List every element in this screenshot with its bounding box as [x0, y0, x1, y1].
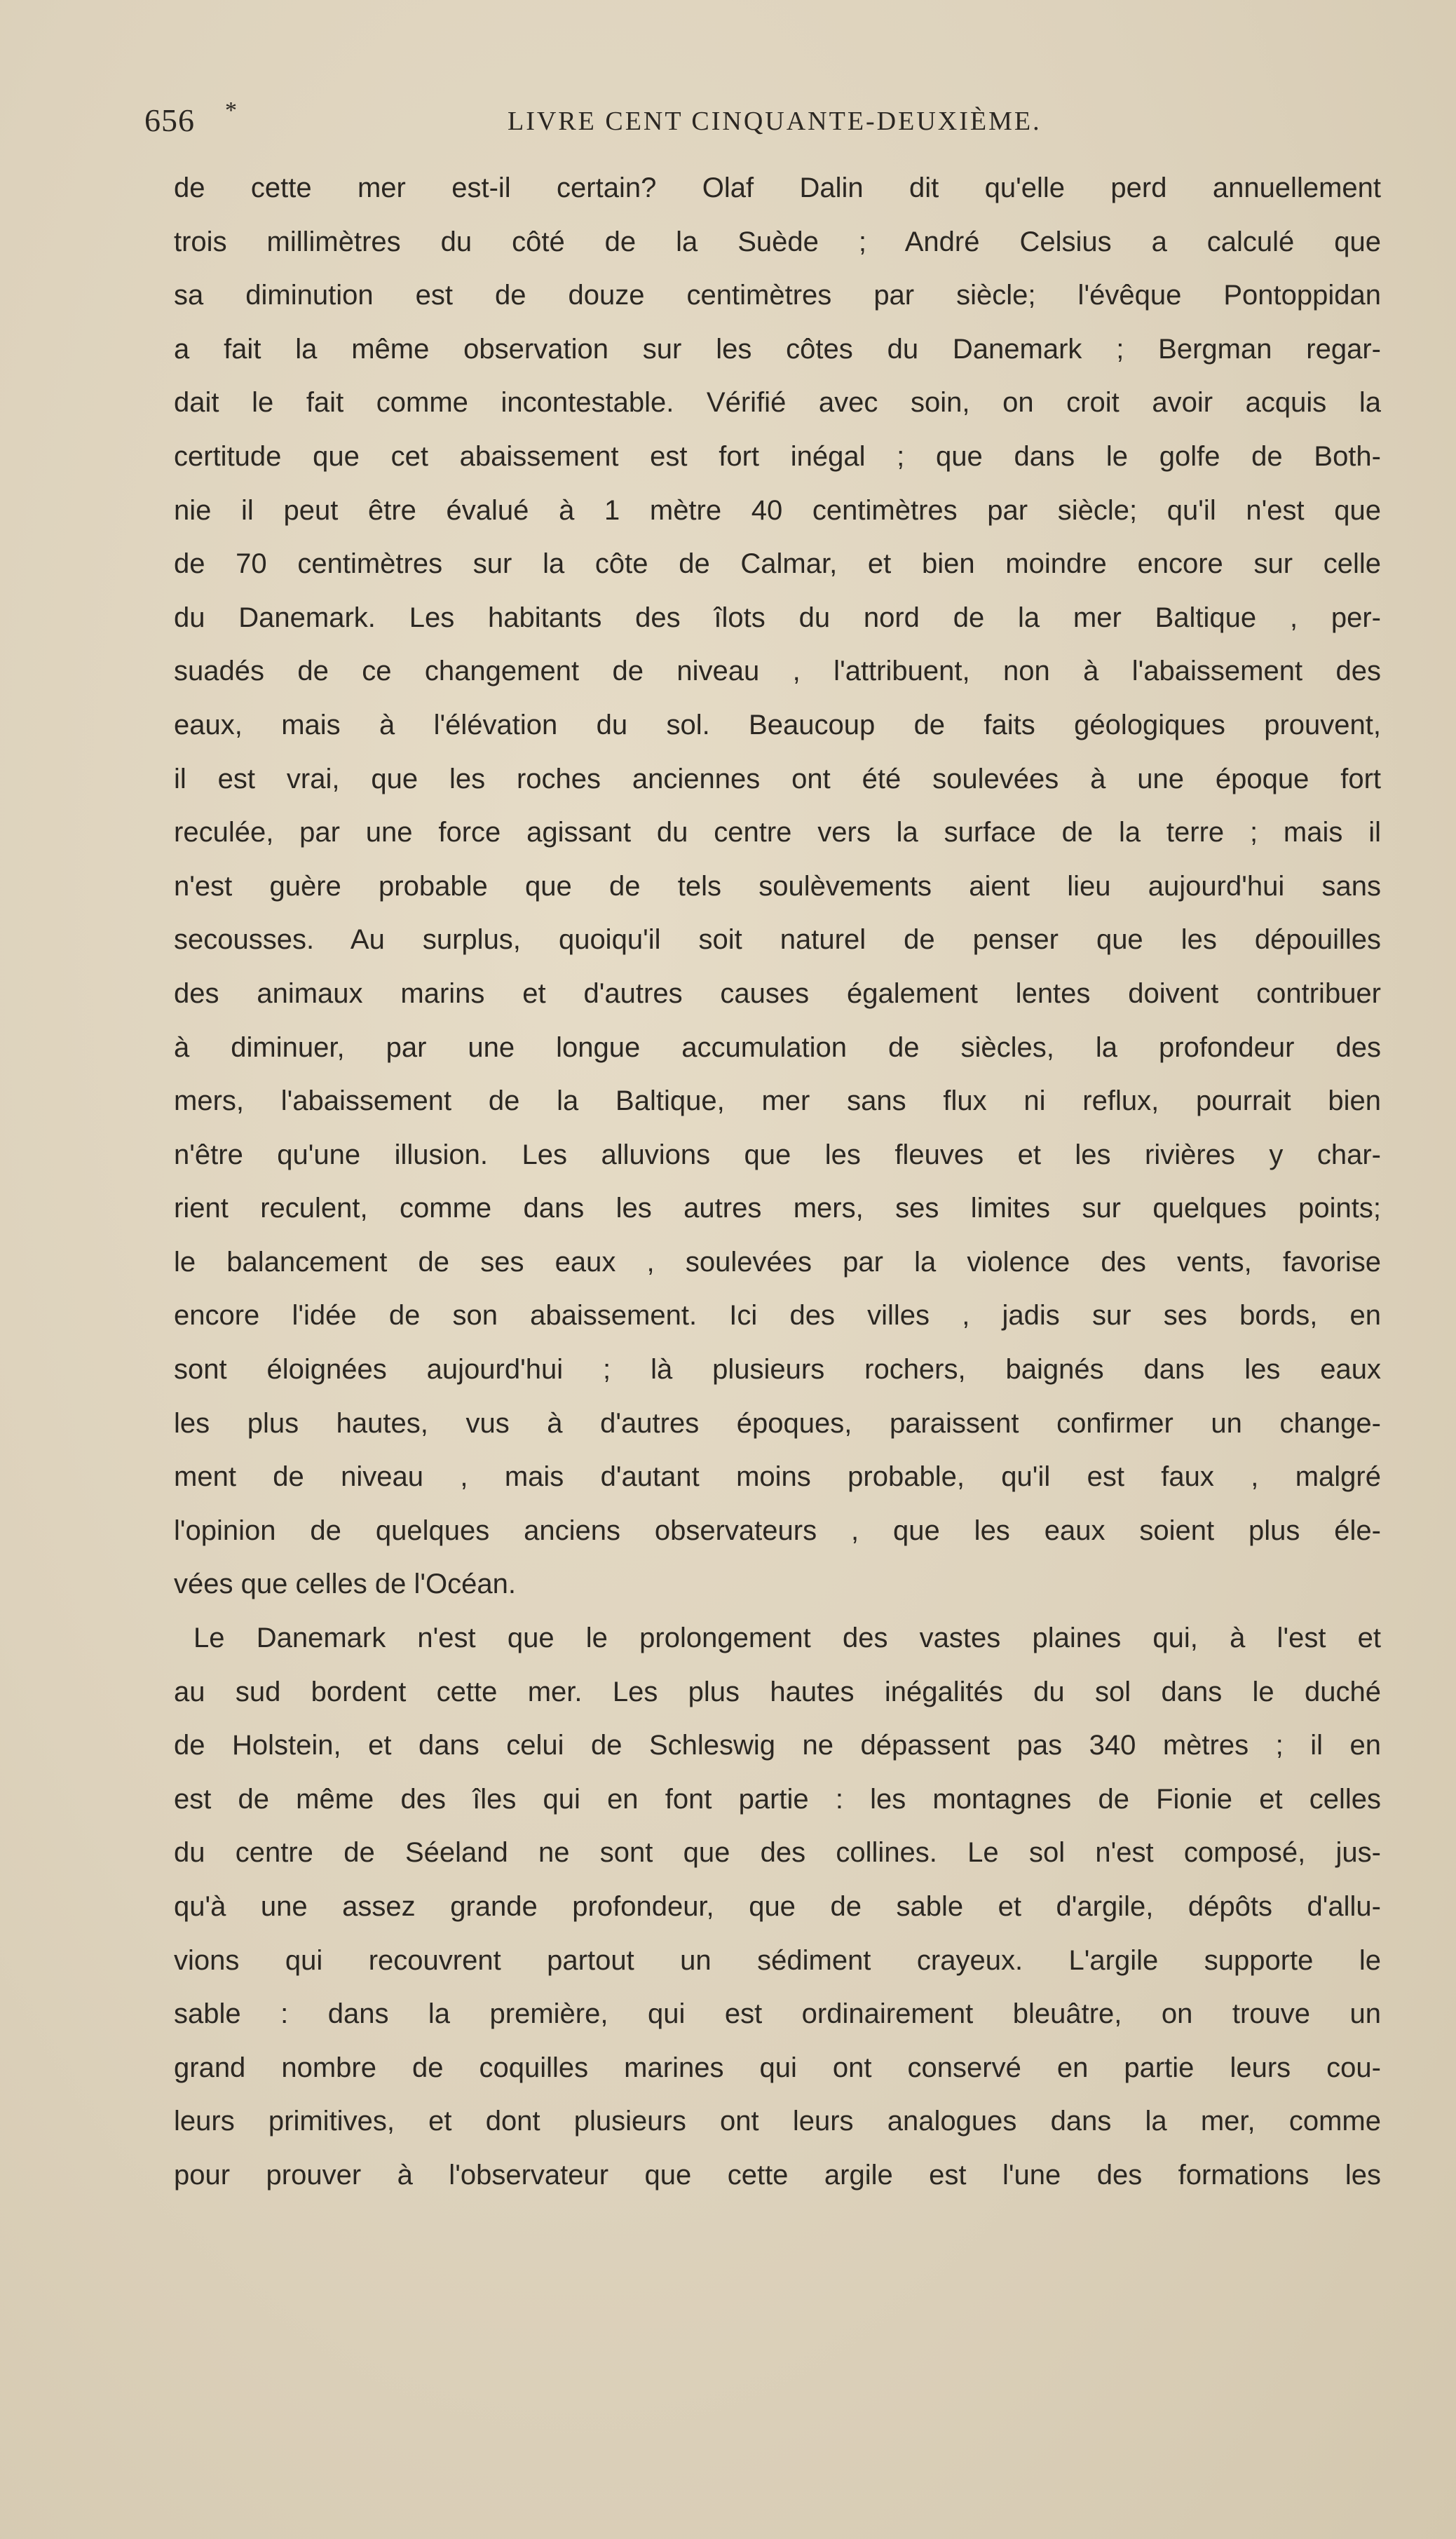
text-line: de 70 centimètres sur la côte de Calmar, et bien moindre encore sur celle: [174, 548, 1381, 580]
text-line: du centre de Séeland ne sont que des collines. Le sol n'est composé, jus-: [174, 1837, 1381, 1869]
text-line: trois millimètres du côté de la Suède ; André Celsius a calculé que: [174, 226, 1381, 257]
page-header: [144, 97, 1378, 151]
text-line: rient reculent, comme dans les autres mers, ses limites sur quelques points;: [174, 1193, 1381, 1224]
text-line: suadés de ce changement de niveau , l'attribuent, non à l'abaissement des: [174, 656, 1381, 687]
text-line: grand nombre de coquilles marines qui ont conservé en partie leurs cou-: [174, 2052, 1381, 2083]
text-line: vions qui recouvrent partout un sédiment crayeux. L'argile supporte le: [174, 1944, 1381, 1976]
text-line: secousses. Au surplus, quoiqu'il soit naturel de penser que les dépouilles: [174, 924, 1381, 956]
text-line: n'être qu'une illusion. Les alluvions que les fleuves et les rivières y char-: [174, 1139, 1381, 1170]
text-line: sa diminution est de douze centimètres par siècle; l'évêque Pontoppidan: [174, 280, 1381, 311]
page-number: 656: [144, 102, 195, 138]
header-mark: *: [225, 97, 237, 123]
body-text: [174, 161, 1381, 2202]
text-line: l'opinion de quelques anciens observateurs , que les eaux soient plus éle-: [174, 1515, 1381, 1546]
text-line: eaux, mais à l'élévation du sol. Beaucoup de faits géologiques prouvent,: [174, 709, 1381, 740]
text-line: le balancement de ses eaux , soulevées par la violence des vents, favorise: [174, 1246, 1381, 1278]
text-line: de cette mer est-il certain? Olaf Dalin dit qu'elle perd annuellement: [174, 172, 1381, 203]
text-line: sont éloignées aujourd'hui ; là plusieurs rochers, baignés dans les eaux: [174, 1354, 1381, 1386]
text-line: encore l'idée de son abaissement. Ici des villes , jadis sur ses bords, en: [174, 1300, 1381, 1332]
text-line: du Danemark. Les habitants des îlots du nord de la mer Baltique , per-: [174, 602, 1381, 633]
text-line: sable : dans la première, qui est ordinairement bleuâtre, on trouve un: [174, 1998, 1381, 2030]
text-line: mers, l'abaissement de la Baltique, mer sans flux ni reflux, pourrait bien: [174, 1085, 1381, 1117]
text-line: qu'à une assez grande profondeur, que de sable et d'argile, dépôts d'allu-: [174, 1891, 1381, 1922]
text-line: il est vrai, que les roches anciennes ont été soulevées à une époque fort: [174, 763, 1381, 794]
text-line: certitude que cet abaissement est fort inégal ; que dans le golfe de Both-: [174, 440, 1381, 472]
text-line: les plus hautes, vus à d'autres époques, paraissent confirmer un change-: [174, 1407, 1381, 1439]
text-line: pour prouver à l'observateur que cette argile est l'une des formations les: [174, 2159, 1381, 2191]
text-line: au sud bordent cette mer. Les plus hautes inégalités du sol dans le duché: [174, 1676, 1381, 1707]
text-line: ment de niveau , mais d'autant moins probable, qu'il est faux , malgré: [174, 1461, 1381, 1493]
text-line: de Holstein, et dans celui de Schleswig ne dépassent pas 340 mètres ; il en: [174, 1730, 1381, 1761]
text-line: dait le fait comme incontestable. Vérifié avec soin, on croit avoir acquis la: [174, 387, 1381, 419]
text-line: est de même des îles qui en font partie : les montagnes de Fionie et celles: [174, 1783, 1381, 1815]
text-line: Le Danemark n'est que le prolongement des vastes plaines qui, à l'est et: [193, 1623, 1381, 1654]
text-line: n'est guère probable que de tels soulèvements aient lieu aujourd'hui sans: [174, 870, 1381, 902]
text-line: à diminuer, par une longue accumulation de siècles, la profondeur des: [174, 1031, 1381, 1063]
text-line: nie il peut être évalué à 1 mètre 40 centimètres par siècle; qu'il n'est que: [174, 494, 1381, 526]
text-line: des animaux marins et d'autres causes également lentes doivent contribuer: [174, 977, 1381, 1009]
running-title: LIVRE CENT CINQUANTE-DEUXIÈME.: [508, 107, 1042, 136]
text-line: vées que celles de l'Océan.: [174, 1569, 516, 1600]
text-line: reculée, par une force agissant du centre vers la surface de la terre ; mais il: [174, 817, 1381, 848]
text-line: a fait la même observation sur les côtes du Danemark ; Bergman regar-: [174, 333, 1381, 365]
text-line: leurs primitives, et dont plusieurs ont leurs analogues dans la mer, comme: [174, 2106, 1381, 2137]
